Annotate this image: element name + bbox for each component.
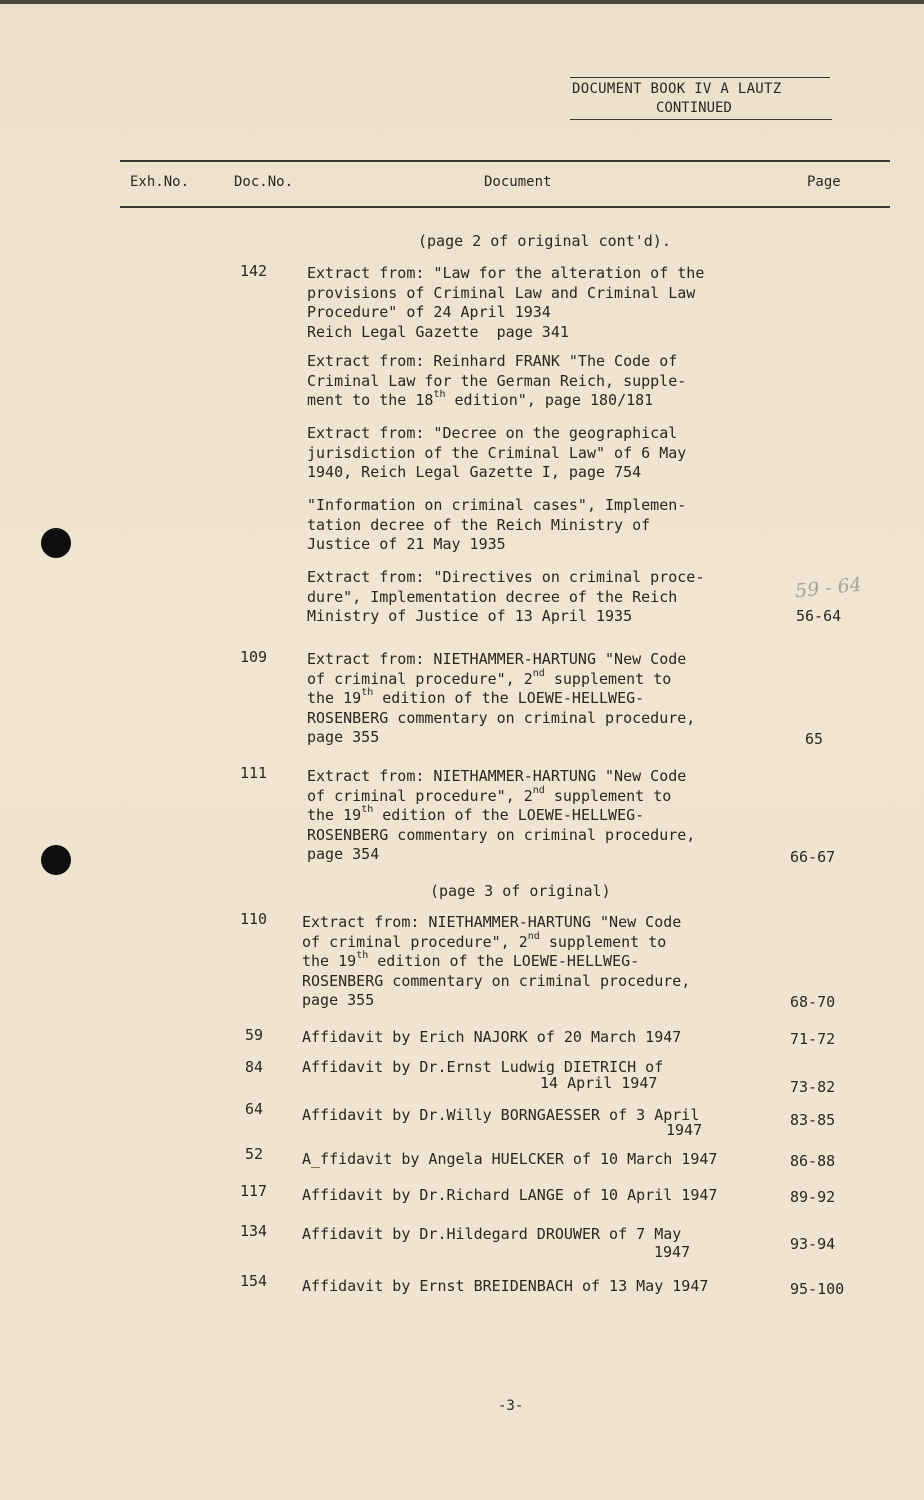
document-entry: Affidavit by Dr.Ernst Ludwig DIETRICH of — [302, 1058, 664, 1076]
doc-number: 154 — [240, 1272, 268, 1290]
header-title: DOCUMENT BOOK IV A LAUTZ — [572, 81, 782, 97]
page-range: 56-64 — [796, 607, 842, 625]
document-entry: Extract from: "Decree on the geographical jurisdiction of the Criminal Law" of 6 May 1940, Reich Legal Gazette I, page 754 — [307, 424, 687, 481]
doc-number: 110 — [240, 910, 268, 928]
page-range: 71-72 — [790, 1030, 836, 1048]
doc-number: 111 — [240, 764, 268, 782]
document-entry: Extract from: NIETHAMMER-HARTUNG "New Code of criminal procedure", 2nd supplement to the 19th edition of the LOEWE-HELLWEG- ROSENBERG commentary on criminal procedure, page 355 — [307, 650, 696, 746]
document-entry: Extract from: Reinhard FRANK "The Code of Criminal Law for the German Reich, supple- ment to the 18th edition", page 180/181 — [307, 352, 687, 409]
page-range: 73-82 — [790, 1078, 836, 1096]
table-top-rule — [120, 160, 890, 162]
doc-number: 52 — [245, 1145, 264, 1163]
doc-number: 109 — [240, 648, 268, 666]
document-entry: Extract from: "Directives on criminal proce- dure", Implementation decree of the Reich Ministry of Justice of 13 April 1935 — [307, 568, 705, 625]
document-entry: "Information on criminal cases", Implemen- tation decree of the Reich Ministry of Justice of 21 May 1935 — [307, 496, 687, 553]
column-header-exh: Exh.No. — [130, 174, 190, 190]
pencil-annotation: 59 - 64 — [794, 573, 863, 603]
header-rule-top — [570, 77, 830, 78]
document-entry: Affidavit by Dr.Willy BORNGAESSER of 3 April — [302, 1106, 700, 1124]
scan-top-edge — [0, 0, 924, 4]
table-header-rule — [120, 206, 890, 208]
doc-number: 117 — [240, 1182, 268, 1200]
document-entry-continued: 1947 — [654, 1243, 691, 1261]
page-range: 89-92 — [790, 1188, 836, 1206]
document-entry: Extract from: NIETHAMMER-HARTUNG "New Code of criminal procedure", 2nd supplement to the 19th edition of the LOEWE-HELLWEG- ROSENBERG commentary on criminal procedure, page 354 — [307, 767, 696, 863]
doc-number: 59 — [245, 1026, 264, 1044]
page-number: -3- — [498, 1398, 524, 1414]
document-entry: Affidavit by Dr.Richard LANGE of 10 April 1947 — [302, 1186, 718, 1204]
page-note: (page 3 of original) — [430, 882, 611, 900]
page-range: 65 — [805, 730, 824, 748]
page-range: 68-70 — [790, 993, 836, 1011]
page-range: 93-94 — [790, 1235, 836, 1253]
doc-number: 142 — [240, 262, 268, 280]
document-entry: Extract from: "Law for the alteration of the provisions of Criminal Law and Criminal Law Procedure" of 24 April 1934 Reich Legal Gazette page 341 — [307, 264, 705, 341]
page-range: 83-85 — [790, 1111, 836, 1129]
header-continued: CONTINUED — [656, 100, 732, 116]
punch-hole — [41, 845, 71, 875]
page-range: 66-67 — [790, 848, 836, 866]
document-entry: A_ffidavit by Angela HUELCKER of 10 March 1947 — [302, 1150, 718, 1168]
column-header-document: Document — [484, 174, 552, 190]
page-note: (page 2 of original cont'd). — [418, 232, 671, 250]
document-entry: Affidavit by Ernst BREIDENBACH of 13 May 1947 — [302, 1277, 709, 1295]
punch-hole — [41, 528, 71, 558]
doc-number: 84 — [245, 1058, 264, 1076]
document-entry-continued: 1947 — [666, 1121, 703, 1139]
header-rule-bottom — [570, 119, 832, 120]
document-entry: Affidavit by Dr.Hildegard DROUWER of 7 May — [302, 1225, 682, 1243]
doc-number: 64 — [245, 1100, 264, 1118]
column-header-doc: Doc.No. — [234, 174, 294, 190]
doc-number: 134 — [240, 1222, 268, 1240]
document-header — [570, 80, 832, 118]
document-entry-continued: 14 April 1947 — [540, 1074, 658, 1092]
page-range: 86-88 — [790, 1152, 836, 1170]
page-range: 95-100 — [790, 1280, 845, 1298]
column-header-page: Page — [807, 174, 841, 190]
document-entry: Extract from: NIETHAMMER-HARTUNG "New Code of criminal procedure", 2nd supplement to the 19th edition of the LOEWE-HELLWEG- ROSENBERG commentary on criminal procedure, page 355 — [302, 913, 691, 1009]
document-entry: Affidavit by Erich NAJORK of 20 March 1947 — [302, 1028, 682, 1046]
